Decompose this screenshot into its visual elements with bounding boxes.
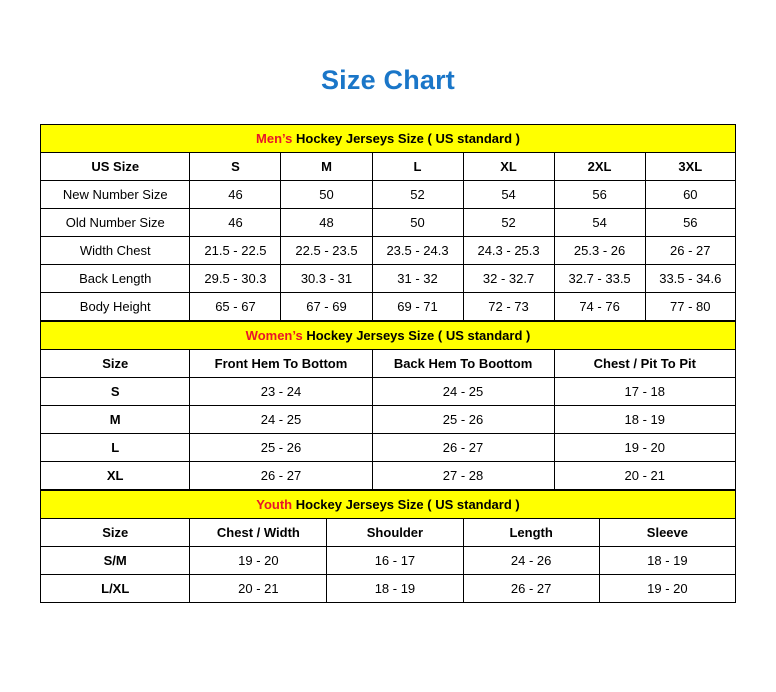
womens-row-1-cell-2: 25 - 26 bbox=[372, 406, 554, 434]
mens-row-0-cell-3: 52 bbox=[372, 181, 463, 209]
womens-banner bbox=[41, 322, 736, 350]
mens-row-1-cell-0: Old Number Size bbox=[41, 209, 190, 237]
mens-row-4-cell-5: 74 - 76 bbox=[554, 293, 645, 321]
mens-row-3-cell-0: Back Length bbox=[41, 265, 190, 293]
mens-header-cell-5: 2XL bbox=[554, 153, 645, 181]
womens-row-3-cell-0: XL bbox=[41, 462, 190, 490]
table-row bbox=[41, 406, 736, 434]
mens-row-1-cell-6: 56 bbox=[645, 209, 735, 237]
table-header-row bbox=[41, 350, 736, 378]
mens-header-cell-2: M bbox=[281, 153, 372, 181]
womens-row-0-cell-2: 24 - 25 bbox=[372, 378, 554, 406]
youth-banner-rest: Hockey Jerseys Size ( US standard ) bbox=[292, 497, 520, 512]
youth-row-1-cell-0: L/XL bbox=[41, 575, 190, 603]
youth-row-0-cell-4: 18 - 19 bbox=[599, 547, 735, 575]
table-row bbox=[41, 462, 736, 490]
womens-row-3-cell-3: 20 - 21 bbox=[554, 462, 735, 490]
mens-row-0-cell-1: 46 bbox=[190, 181, 281, 209]
table-header-row bbox=[41, 153, 736, 181]
youth-row-1-cell-3: 26 - 27 bbox=[463, 575, 599, 603]
mens-row-1-cell-4: 52 bbox=[463, 209, 554, 237]
mens-row-4-cell-1: 65 - 67 bbox=[190, 293, 281, 321]
mens-header-cell-3: L bbox=[372, 153, 463, 181]
mens-header-cell-1: S bbox=[190, 153, 281, 181]
youth-size-table bbox=[40, 490, 736, 603]
mens-row-0-cell-0: New Number Size bbox=[41, 181, 190, 209]
mens-row-4-cell-4: 72 - 73 bbox=[463, 293, 554, 321]
mens-header-cell-0: US Size bbox=[41, 153, 190, 181]
table-banner-row bbox=[41, 125, 736, 153]
mens-row-4-cell-6: 77 - 80 bbox=[645, 293, 735, 321]
mens-row-2-cell-6: 26 - 27 bbox=[645, 237, 735, 265]
mens-row-0-cell-6: 60 bbox=[645, 181, 735, 209]
mens-banner-rest: Hockey Jerseys Size ( US standard ) bbox=[292, 131, 520, 146]
womens-header-cell-3: Chest / Pit To Pit bbox=[554, 350, 735, 378]
womens-row-2-cell-2: 26 - 27 bbox=[372, 434, 554, 462]
mens-row-3-cell-4: 32 - 32.7 bbox=[463, 265, 554, 293]
mens-row-0-cell-2: 50 bbox=[281, 181, 372, 209]
youth-header-cell-0: Size bbox=[41, 519, 190, 547]
table-row bbox=[41, 575, 736, 603]
mens-row-2-cell-0: Width Chest bbox=[41, 237, 190, 265]
youth-header-cell-1: Chest / Width bbox=[190, 519, 327, 547]
mens-row-4-cell-3: 69 - 71 bbox=[372, 293, 463, 321]
womens-size-table bbox=[40, 321, 736, 490]
mens-row-3-cell-2: 30.3 - 31 bbox=[281, 265, 372, 293]
table-banner-row bbox=[41, 491, 736, 519]
womens-row-2-cell-1: 25 - 26 bbox=[190, 434, 372, 462]
mens-row-2-cell-4: 24.3 - 25.3 bbox=[463, 237, 554, 265]
womens-row-1-cell-1: 24 - 25 bbox=[190, 406, 372, 434]
mens-row-3-cell-3: 31 - 32 bbox=[372, 265, 463, 293]
table-row bbox=[41, 209, 736, 237]
youth-row-1-cell-4: 19 - 20 bbox=[599, 575, 735, 603]
womens-header-cell-0: Size bbox=[41, 350, 190, 378]
youth-row-0-cell-1: 19 - 20 bbox=[190, 547, 327, 575]
table-row bbox=[41, 293, 736, 321]
womens-row-3-cell-2: 27 - 28 bbox=[372, 462, 554, 490]
womens-row-1-cell-3: 18 - 19 bbox=[554, 406, 735, 434]
table-row bbox=[41, 237, 736, 265]
mens-row-3-cell-1: 29.5 - 30.3 bbox=[190, 265, 281, 293]
womens-header-cell-1: Front Hem To Bottom bbox=[190, 350, 372, 378]
womens-banner-accent: Women’s bbox=[245, 328, 303, 343]
womens-banner-rest: Hockey Jerseys Size ( US standard ) bbox=[302, 328, 531, 343]
youth-header-cell-2: Shoulder bbox=[327, 519, 463, 547]
mens-banner bbox=[41, 125, 736, 153]
table-row bbox=[41, 265, 736, 293]
womens-header-cell-2: Back Hem To Boottom bbox=[372, 350, 554, 378]
page-title: Size Chart bbox=[320, 65, 456, 95]
table-row bbox=[41, 547, 736, 575]
mens-row-0-cell-5: 56 bbox=[554, 181, 645, 209]
table-row bbox=[41, 181, 736, 209]
womens-row-2-cell-3: 19 - 20 bbox=[554, 434, 735, 462]
mens-row-1-cell-5: 54 bbox=[554, 209, 645, 237]
mens-size-table bbox=[40, 124, 736, 321]
youth-banner bbox=[41, 491, 736, 519]
youth-row-0-cell-2: 16 - 17 bbox=[327, 547, 463, 575]
youth-row-0-cell-0: S/M bbox=[41, 547, 190, 575]
size-chart-tables bbox=[40, 124, 736, 603]
womens-row-0-cell-1: 23 - 24 bbox=[190, 378, 372, 406]
table-header-row bbox=[41, 519, 736, 547]
womens-row-2-cell-0: L bbox=[41, 434, 190, 462]
table-row bbox=[41, 378, 736, 406]
table-banner-row bbox=[41, 322, 736, 350]
mens-row-3-cell-6: 33.5 - 34.6 bbox=[645, 265, 735, 293]
youth-header-cell-3: Length bbox=[463, 519, 599, 547]
womens-row-0-cell-3: 17 - 18 bbox=[554, 378, 735, 406]
mens-row-2-cell-1: 21.5 - 22.5 bbox=[190, 237, 281, 265]
mens-row-2-cell-5: 25.3 - 26 bbox=[554, 237, 645, 265]
mens-row-1-cell-3: 50 bbox=[372, 209, 463, 237]
youth-row-0-cell-3: 24 - 26 bbox=[463, 547, 599, 575]
mens-row-2-cell-3: 23.5 - 24.3 bbox=[372, 237, 463, 265]
mens-row-1-cell-1: 46 bbox=[190, 209, 281, 237]
youth-row-1-cell-2: 18 - 19 bbox=[327, 575, 463, 603]
mens-header-cell-4: XL bbox=[463, 153, 554, 181]
youth-banner-accent: Youth bbox=[256, 497, 293, 512]
womens-row-3-cell-1: 26 - 27 bbox=[190, 462, 372, 490]
youth-header-cell-4: Sleeve bbox=[599, 519, 735, 547]
mens-row-3-cell-5: 32.7 - 33.5 bbox=[554, 265, 645, 293]
mens-header-cell-6: 3XL bbox=[645, 153, 735, 181]
mens-banner-accent: Men’s bbox=[256, 131, 293, 146]
mens-row-0-cell-4: 54 bbox=[463, 181, 554, 209]
mens-row-2-cell-2: 22.5 - 23.5 bbox=[281, 237, 372, 265]
mens-row-4-cell-2: 67 - 69 bbox=[281, 293, 372, 321]
womens-row-0-cell-0: S bbox=[41, 378, 190, 406]
womens-row-1-cell-0: M bbox=[41, 406, 190, 434]
mens-row-1-cell-2: 48 bbox=[281, 209, 372, 237]
youth-row-1-cell-1: 20 - 21 bbox=[190, 575, 327, 603]
mens-row-4-cell-0: Body Height bbox=[41, 293, 190, 321]
table-row bbox=[41, 434, 736, 462]
